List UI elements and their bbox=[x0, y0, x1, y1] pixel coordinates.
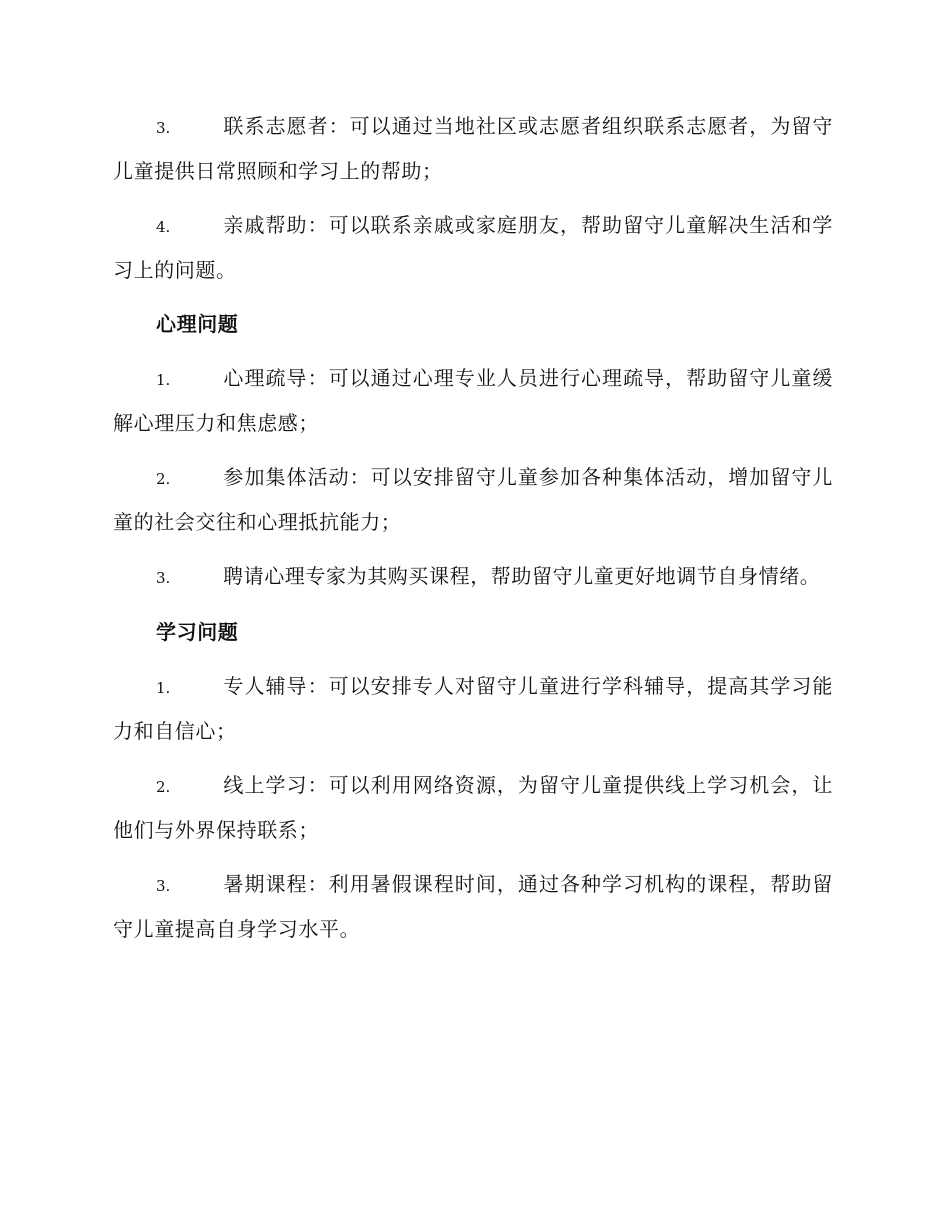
list-item bbox=[113, 456, 833, 544]
list-item-text: 心理疏导：可以通过心理专业人员进行心理疏导，帮助留守儿童缓解心理压力和焦虑感； bbox=[113, 366, 833, 435]
list-item bbox=[113, 357, 833, 445]
list-item bbox=[113, 764, 833, 852]
list-item-text: 联系志愿者：可以通过当地社区或志愿者组织联系志愿者，为留守儿童提供日常照顾和学习上的帮助； bbox=[113, 114, 833, 183]
list-item-number: 1. bbox=[156, 679, 171, 697]
list-item-text: 专人辅导：可以安排专人对留守儿童进行学科辅导，提高其学习能力和自信心； bbox=[113, 674, 833, 743]
list-item-number: 3. bbox=[156, 569, 171, 587]
section-heading-study: 学习问题 bbox=[156, 620, 239, 644]
list-item-number: 2. bbox=[156, 470, 171, 488]
list-item-text: 线上学习：可以利用网络资源，为留守儿童提供线上学习机会，让他们与外界保持联系； bbox=[113, 773, 833, 842]
list-item-number: 3. bbox=[156, 119, 171, 137]
list-item-number: 3. bbox=[156, 877, 171, 895]
list-item-text: 亲戚帮助：可以联系亲戚或家庭朋友，帮助留守儿童解决生活和学习上的问题。 bbox=[113, 213, 833, 282]
list-item bbox=[113, 105, 833, 193]
document-body bbox=[113, 105, 833, 962]
section-heading-psychology: 心理问题 bbox=[156, 312, 239, 336]
list-item-text: 参加集体活动：可以安排留守儿童参加各种集体活动，增加留守儿童的社会交往和心理抵抗能力； bbox=[113, 465, 833, 534]
list-item bbox=[113, 863, 833, 951]
list-item bbox=[113, 204, 833, 292]
list-item-number: 4. bbox=[156, 218, 171, 236]
list-item-text: 暑期课程：利用暑假课程时间，通过各种学习机构的课程，帮助留守儿童提高自身学习水平。 bbox=[113, 872, 833, 941]
list-item-number: 2. bbox=[156, 778, 171, 796]
list-item-number: 1. bbox=[156, 371, 171, 389]
list-item bbox=[113, 665, 833, 753]
list-item bbox=[113, 555, 833, 600]
list-item-text: 聘请心理专家为其购买课程，帮助留守儿童更好地调节自身情绪。 bbox=[223, 564, 821, 588]
